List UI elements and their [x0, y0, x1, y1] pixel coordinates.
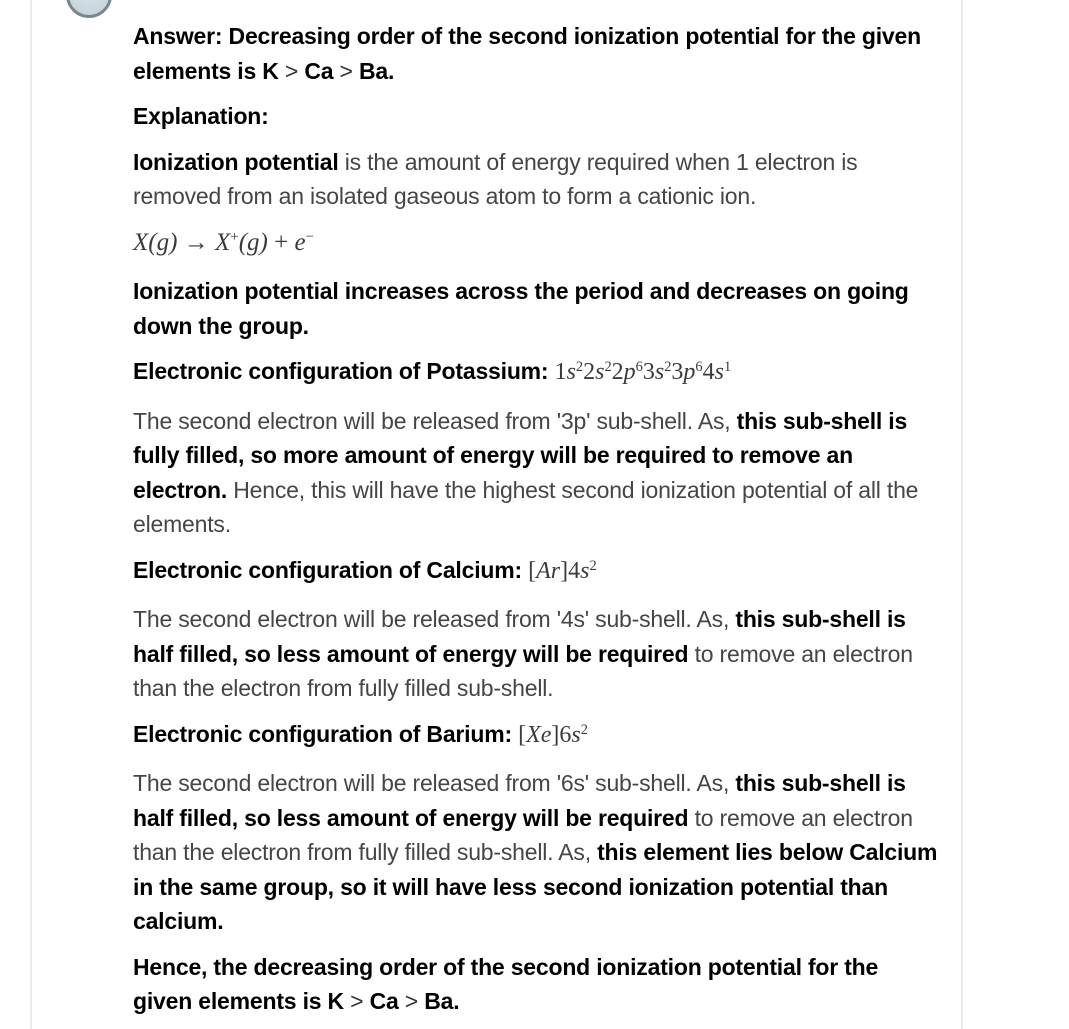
- reaction-formula-paragraph: [133, 225, 939, 264]
- potassium-config-line: [133, 354, 939, 393]
- element-ba: Ba.: [424, 988, 460, 1014]
- greater-than-sign: >: [278, 57, 305, 84]
- element-ca: Ca: [304, 57, 334, 84]
- calcium-detail: [133, 602, 939, 706]
- potassium-config-label: Electronic configuration of Potassium:: [133, 358, 555, 384]
- explanation-heading: [133, 99, 939, 134]
- ionization-term: Ionization potential: [133, 148, 339, 175]
- answer-summary: [133, 19, 939, 88]
- user-avatar[interactable]: [66, 0, 112, 18]
- barium-detail: [133, 766, 939, 939]
- ionization-definition: [133, 145, 939, 214]
- content-left-border: [30, 0, 32, 1029]
- conclusion-bold: Hence, the decreasing order of the second ionization potential for the given elements is K: [133, 953, 879, 1014]
- potassium-detail: [133, 404, 939, 542]
- potassium-detail-bold: this sub-shell is fully filled, so more amount of energy will be required to remove an electron.: [133, 407, 908, 503]
- content-right-border: [961, 0, 963, 1029]
- formula-calcium-config: $[Ar]4s^2$: [528, 557, 597, 584]
- element-ca: Ca: [369, 988, 399, 1014]
- barium-config-label: Electronic configuration of Barium:: [133, 720, 519, 747]
- potassium-detail-regular-1: The second electron will be released from '3p' sub-shell. As,: [133, 407, 737, 434]
- potassium-detail-regular-2: Hence, this will have the highest second ionization potential of all the elements.: [133, 476, 919, 537]
- formula-reaction: X(g) → X+(g) + e−: [133, 228, 315, 256]
- barium-detail-bold-1: this sub-shell is half filled, so less amount of energy will be required: [133, 770, 906, 831]
- greater-than-sign: >: [398, 988, 425, 1014]
- barium-detail-bold-2: this element lies below Calcium in the same group, so it will have less second ionization potential than calcium.: [133, 839, 938, 934]
- answer-summary-bold: Answer: Decreasing order of the second ionization potential for the given elements is K: [133, 23, 921, 84]
- formula-potassium-config: $1s^22s^22p^63s^23p^64s^1$: [554, 359, 732, 385]
- calcium-detail-regular-1: The second electron will be released from '4s' sub-shell. As,: [133, 606, 736, 632]
- barium-detail-regular-2: to remove an electron than the electron from fully filled sub-shell. As,: [133, 804, 913, 865]
- formula-barium-config: $[Xe]6s^2$: [518, 721, 588, 748]
- answer-content: [133, 19, 939, 1029]
- calcium-config-line: [133, 553, 939, 592]
- element-ba: Ba.: [358, 57, 395, 84]
- explanation-heading-text: Explanation:: [133, 103, 269, 129]
- period-trend-statement: [133, 274, 939, 343]
- conclusion-statement: [133, 950, 939, 1019]
- calcium-config-label: Electronic configuration of Calcium:: [133, 556, 529, 583]
- greater-than-sign: >: [333, 57, 359, 84]
- calcium-detail-bold: this sub-shell is half filled, so less amount of energy will be required: [133, 606, 906, 667]
- greater-than-sign: >: [343, 988, 370, 1014]
- barium-detail-regular-1: The second electron will be released from '6s' sub-shell. As,: [133, 770, 736, 796]
- period-trend-text: Ionization potential increases across the period and decreases on going down the group.: [133, 278, 909, 339]
- ionization-definition-text: is the amount of energy required when 1 electron is removed from an isolated gaseous atom to form a cationic ion.: [133, 148, 858, 209]
- calcium-detail-regular-2: to remove an electron than the electron from fully filled sub-shell.: [133, 640, 913, 701]
- barium-config-line: [133, 717, 939, 756]
